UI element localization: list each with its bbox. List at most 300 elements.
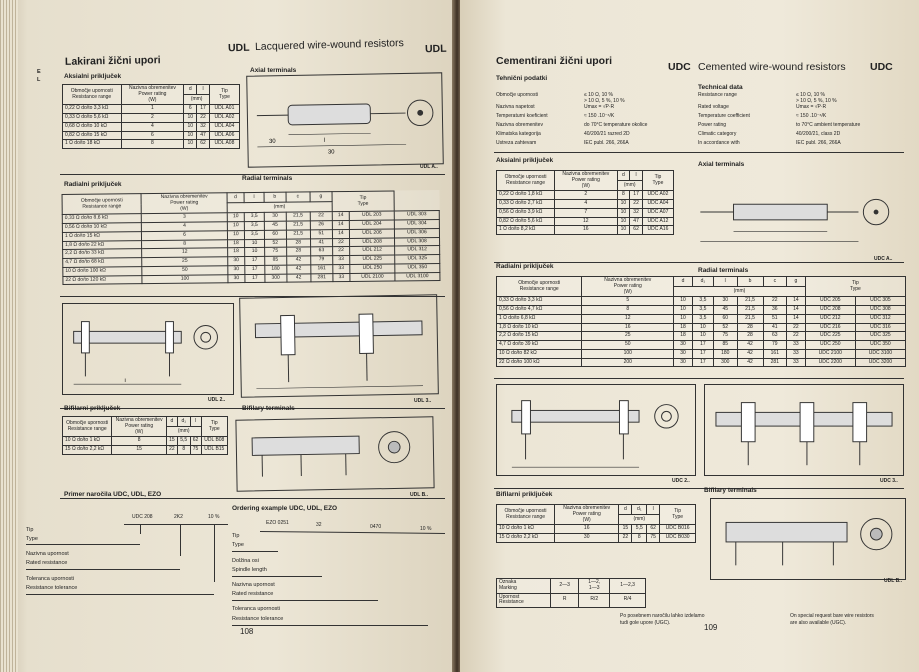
table-cell: UDL B15 (201, 446, 227, 455)
order-tick (140, 524, 141, 534)
table-cell: 41 (310, 238, 332, 247)
side-letter-l: L (37, 77, 41, 83)
table-row (497, 200, 674, 209)
order-code-tolerance: 10 % (208, 514, 220, 520)
table-cell: 30 (674, 341, 693, 350)
table-cell: 42 (737, 341, 763, 350)
bifilar-heading: Bifilarni priključek (496, 491, 553, 498)
order-label: Rated resistance (232, 591, 274, 597)
table-cell: 21,5 (737, 297, 763, 306)
radial-spec-table (62, 190, 441, 285)
table-cell: 10 (184, 140, 197, 149)
table-cell: 14 (787, 297, 806, 306)
table-cell: 281 (311, 273, 333, 282)
table-cell: 42 (287, 273, 311, 282)
table-unit: (mm) (617, 181, 642, 191)
table-header-row (497, 277, 906, 287)
order-heading: Primer naročila UDC, UDL, EZO (64, 491, 162, 498)
tech-data-text: ≈ 150 .10⁻⁶/K (796, 113, 827, 119)
table-header: Nazivna obremenitev Power rating (W) (141, 193, 227, 214)
table-header: l (244, 192, 264, 202)
table-cell: 17 (245, 274, 265, 283)
table-cell: UDL 303 (394, 211, 439, 220)
table-cell: UDC 316 (855, 323, 905, 332)
table-cell: UDL 225 (350, 255, 395, 264)
axial-heading: Aksialni priključek (496, 157, 554, 164)
table-cell: 8 (112, 437, 167, 446)
page-edges (0, 0, 18, 672)
order-label: Rated resistance (26, 560, 68, 566)
table-cell: UDL 304 (394, 220, 439, 229)
table-row (497, 349, 906, 358)
axial-terminals-label: Axial terminals (250, 67, 297, 74)
axial-terminals-label: Axial terminals (698, 161, 745, 168)
svg-text:l: l (124, 378, 126, 385)
table-cell: UDC 3100 (855, 349, 905, 358)
table-cell: 22 (787, 332, 806, 341)
table-cell: 30 (674, 349, 693, 358)
table-cell: 12 (555, 217, 617, 226)
table-cell: 0,33 Ω do/to 2,7 kΩ (497, 200, 555, 209)
table-header: Tip Type (201, 417, 227, 437)
order-label: Resistance tolerance (26, 585, 78, 591)
table-cell: 28 (286, 238, 310, 247)
right-page (460, 0, 919, 672)
table-cell: 62 (190, 437, 201, 446)
tech-data-text: Območje upornosti (496, 92, 538, 98)
bifilar-heading: Bifilarni priključek (64, 405, 121, 412)
table-cell: 10 Ω do/to 1 kΩ (63, 437, 112, 446)
tech-data-text: ≤ 10 Ω, 10 % > 10 Ω, 5 %, 10 % (796, 92, 837, 104)
page-title-code-right: UDC (870, 61, 893, 73)
order-label: Dolžina osi (232, 558, 259, 564)
table-header: d₁ (632, 505, 647, 515)
table-cell: 52 (264, 239, 286, 248)
table-cell: UDC A16 (642, 226, 673, 235)
table-cell: 14 (787, 314, 806, 323)
tech-data-text: Climatic category (698, 131, 737, 137)
table-cell: 42 (737, 358, 763, 367)
table-cell: R (551, 593, 579, 608)
table-cell: UDL A01 (209, 105, 239, 114)
radial-terminals-label: Radial terminals (242, 175, 293, 182)
table-cell: 2,2 Ω do/to 15 kΩ (497, 332, 582, 341)
table-cell: 62 (647, 525, 660, 534)
tech-data-text: Nazivna obremenitev (496, 122, 543, 128)
table-cell: 18 (674, 332, 693, 341)
fig-label-axial: UDL A.. (420, 164, 438, 170)
radial-resistor-drawing-2 (62, 303, 234, 395)
divider (494, 262, 904, 263)
table-cell: UDL 3100 (395, 272, 440, 281)
table-cell: 10 Ω do/to 1 kΩ (497, 525, 555, 534)
table-unit: (mm) (184, 95, 210, 105)
order-code-resistance-ezo: 0470 (370, 524, 382, 530)
table-cell: 10 (617, 217, 630, 226)
table-cell: 10 (245, 248, 265, 257)
table-cell: 25 (582, 332, 674, 341)
table-cell: 41 (763, 323, 787, 332)
table-cell: UDC 325 (855, 332, 905, 341)
order-leader (232, 551, 278, 552)
table-cell: 79 (763, 341, 787, 350)
table-header: g (787, 277, 806, 287)
table-row (497, 332, 906, 341)
table-cell: 8 (177, 446, 190, 455)
table-row (63, 105, 240, 114)
table-cell: 4 (142, 222, 227, 232)
svg-text:30: 30 (327, 149, 335, 156)
order-leader (232, 600, 378, 601)
bifilar-terminals-label: Bifilary terminals (242, 405, 295, 412)
table-cell: 32 (630, 208, 643, 217)
table-row (497, 191, 674, 200)
tech-data-text: 40/200/21, class 2D (796, 131, 841, 137)
order-leader (26, 594, 214, 595)
table-cell: 0,33 Ω do/to 3,3 kΩ (497, 297, 582, 306)
side-letter-e: E (37, 69, 41, 75)
table-cell: 0,33 Ω do/to 8,6 kΩ (62, 214, 141, 224)
table-cell: UDC 305 (855, 297, 905, 306)
table-row (63, 122, 240, 131)
table-cell: 161 (763, 349, 787, 358)
table-cell: 17 (692, 349, 713, 358)
table-cell: 28 (286, 247, 310, 256)
table-cell: 10 (184, 122, 197, 131)
order-label: Tip (232, 533, 240, 539)
table-row (497, 226, 674, 235)
table-cell: 5 (582, 297, 674, 306)
table-cell: 10 Ω do/to 82 kΩ (497, 349, 582, 358)
table-cell: 16 (555, 525, 619, 534)
table-row (497, 525, 696, 534)
order-label: Tip (26, 527, 34, 533)
table-header: Nazivna obremenitev Power rating (W) (582, 277, 674, 297)
table-cell: UDC A02 (642, 191, 673, 200)
table-header: l (713, 277, 737, 287)
table-cell: 25 (142, 257, 227, 267)
table-cell: 0,82 Ω do/to 15 kΩ (63, 131, 122, 140)
tech-data-text: In accordance with (698, 140, 740, 146)
table-cell: UDL A06 (209, 131, 239, 140)
tech-data-text: 40/200/21 razred 2D (584, 131, 630, 137)
table-cell: 0,56 Ω do/to 4,7 kΩ (497, 306, 582, 315)
table-cell: Upornost Resistance (497, 593, 551, 608)
table-cell: 15 Ω do/to 2,2 kΩ (497, 534, 555, 543)
table-row (63, 437, 228, 446)
order-label: Resistance tolerance (232, 616, 284, 622)
table-header: g (310, 192, 332, 202)
tech-heading: Tehnični podatki (496, 75, 548, 82)
table-cell: UDC 212 (805, 314, 855, 323)
tech-data-text: Umax = √P·R (796, 104, 827, 110)
bifilar-resistor-drawing (710, 498, 906, 580)
table-cell: UDC 308 (855, 306, 905, 315)
table-cell: UDL 208 (350, 237, 395, 246)
table-cell: 50 (582, 341, 674, 350)
radial-resistor-drawing-3 (239, 294, 439, 397)
order-tick (214, 524, 215, 582)
table-cell: 12 (142, 248, 227, 258)
table-cell: UDC 312 (855, 314, 905, 323)
table-cell: UDC 205 (805, 297, 855, 306)
table-cell: 21,5 (286, 212, 310, 221)
table-cell: 33 (332, 255, 349, 264)
table-header: Tip Type (209, 85, 239, 105)
fig-label-radial-2: UDL 2.. (208, 397, 226, 403)
table-cell: R/4 (610, 593, 646, 608)
table-cell: 63 (763, 332, 787, 341)
table-cell: 0,82 Ω do/to 5,6 kΩ (497, 217, 555, 226)
table-cell: 8 (582, 306, 674, 315)
table-cell: 22 (310, 212, 332, 221)
page-title-code: UDC (668, 61, 691, 73)
table-cell: 30 (227, 257, 244, 266)
table-header-row (497, 171, 674, 181)
tech-data-text: Resistance range (698, 92, 737, 98)
table-cell: 2—3 (551, 579, 579, 594)
table-cell: UDC 216 (805, 323, 855, 332)
radial-resistor-drawing-2 (496, 384, 696, 476)
table-row (497, 217, 674, 226)
table-cell: 1 (121, 105, 184, 114)
table-row (63, 446, 228, 455)
table-header: Območje upornosti Resistance range (497, 277, 582, 297)
table-cell: 3,5 (245, 230, 265, 239)
table-cell: 4,7 Ω do/to 39 kΩ (497, 341, 582, 350)
table-cell: 100 (142, 274, 227, 284)
table-cell: 100 (582, 349, 674, 358)
table-cell: 75 (264, 247, 286, 256)
table-cell: 42 (286, 256, 310, 265)
table-row (497, 593, 646, 608)
radial-spec-table (496, 276, 906, 367)
table-cell: 10 (692, 332, 713, 341)
order-leader (232, 625, 428, 626)
table-cell: 30 (674, 358, 693, 367)
table-header: d (184, 85, 197, 95)
tech-data-text: do 70°C temperature okolice (584, 122, 648, 128)
axial-spec-table (62, 84, 240, 149)
table-cell: 85 (264, 256, 286, 265)
table-header: c (763, 277, 787, 287)
table-cell: 47 (197, 131, 210, 140)
table-cell: 1,8 Ω do/to 10 kΩ (497, 323, 582, 332)
order-code-ezo: EZO 0251 (266, 520, 289, 526)
table-header: l (647, 505, 660, 515)
table-cell: 75 (713, 332, 737, 341)
fig-label-bifilar: UDL B.. (410, 492, 428, 498)
table-cell: 22 (763, 297, 787, 306)
order-code-tolerance-ezo: 10 % (420, 526, 432, 532)
table-cell: 281 (763, 358, 787, 367)
table-cell: 10 Ω do/to 100 kΩ (63, 266, 142, 276)
table-cell: 15 (112, 446, 167, 455)
page-number: 108 (240, 627, 254, 636)
table-cell: 42 (286, 265, 310, 274)
table-row (63, 140, 240, 149)
table-cell: 10 (617, 200, 630, 209)
table-cell: 1—2,3 (610, 579, 646, 594)
table-cell: 22 (197, 114, 210, 123)
table-header-row (63, 85, 240, 95)
table-cell: 2,2 Ω do/to 33 kΩ (63, 249, 142, 259)
table-cell: 1—2, 1—3 (579, 579, 610, 594)
table-cell: 6 (142, 230, 227, 240)
table-cell: 12 (582, 314, 674, 323)
table-cell: 3,5 (244, 221, 264, 230)
table-cell: UDL B08 (201, 437, 227, 446)
table-cell: 10 (674, 306, 693, 315)
table-row (497, 306, 906, 315)
left-page (0, 0, 455, 672)
table-cell: UDC B030 (660, 534, 696, 543)
table-header: Tip Type (642, 171, 673, 191)
table-cell: 10 (245, 239, 265, 248)
bifilar-terminals-label: Bifilary terminals (704, 487, 757, 494)
table-cell: 60 (264, 230, 286, 239)
fig-label-radial-2: UDC 2.. (672, 478, 690, 484)
axial-spec-table (496, 170, 674, 235)
table-header: d (166, 417, 177, 427)
table-cell: 21,5 (286, 230, 310, 239)
order-code-spindle: 32 (316, 522, 322, 528)
table-cell: UDL 204 (349, 220, 394, 229)
table-header: c (286, 192, 310, 202)
radial-resistor-drawing-3 (704, 384, 904, 476)
table-cell: 36 (763, 306, 787, 315)
table-cell: 7 (555, 208, 617, 217)
table-header: d₁ (692, 277, 713, 287)
table-cell: 28 (737, 332, 763, 341)
table-cell: 21,5 (737, 306, 763, 315)
note-en: On special request bare wire resistors are also available (UGC). (790, 613, 874, 626)
table-header: b (264, 192, 286, 202)
table-header: Nazivna obremenitev Power rating (W) (555, 171, 617, 191)
table-cell: UDC A04 (642, 200, 673, 209)
table-header: Območje upornosti Resistance range (62, 194, 142, 215)
table-cell: 22 (166, 446, 177, 455)
table-cell: 33 (787, 341, 806, 350)
divider (494, 378, 904, 379)
axial-heading: Aksialni priključek (64, 73, 122, 80)
table-cell: 62 (630, 226, 643, 235)
table-cell: 3,5 (692, 314, 713, 323)
table-header: Območje upornosti Resistance range (63, 417, 112, 437)
table-cell: 21,5 (737, 314, 763, 323)
note-sl: Po posebnem naročilu lahko izdelamo tudi gole upore (UGC). (620, 613, 705, 626)
page-number: 109 (704, 623, 718, 632)
divider (494, 488, 904, 489)
table-row (497, 297, 906, 306)
table-header: Tip Type (805, 277, 905, 297)
order-example-en: Ordering example UDC, UDL, EZO (232, 505, 338, 512)
table-cell: UDC 2100 (805, 349, 855, 358)
table-cell: UDC 225 (805, 332, 855, 341)
table-cell: 10 (227, 230, 244, 239)
table-cell: 18 (227, 248, 244, 257)
table-cell: Oznaka Marking (497, 579, 551, 594)
order-label: Nazivna upornost (232, 582, 275, 588)
table-cell: 32 (197, 122, 210, 131)
table-cell: 8 (617, 191, 630, 200)
marking-table (496, 578, 646, 608)
table-cell: 0,68 Ω do/to 10 kΩ (63, 122, 122, 131)
table-cell: 17 (245, 256, 265, 265)
fig-label-axial: UDC A.. (874, 256, 893, 262)
table-cell: 75 (190, 446, 201, 455)
table-cell: UDL 306 (394, 228, 439, 237)
table-cell: 14 (332, 229, 349, 238)
table-cell: UDL 308 (395, 237, 440, 246)
tech-data-text: Power rating (698, 122, 727, 128)
table-cell: 22 (332, 247, 349, 256)
table-unit: (mm) (674, 287, 806, 297)
table-cell: 30 (713, 297, 737, 306)
table-cell: 3,5 (692, 306, 713, 315)
table-cell: 33 (333, 264, 350, 273)
table-header-row (63, 417, 228, 427)
table-cell: UDC 350 (855, 341, 905, 350)
svg-text:l: l (323, 137, 326, 144)
table-cell: 2 (555, 191, 617, 200)
table-cell: 17 (630, 191, 643, 200)
table-header: d (617, 171, 630, 181)
order-label: Type (26, 536, 38, 542)
table-cell: 16 (555, 226, 617, 235)
order-label: Nazivna upornost (26, 551, 69, 557)
table-header: l (197, 85, 210, 95)
table-cell: 5,5 (632, 525, 647, 534)
fig-label-radial-3: UDC 3.. (880, 478, 898, 484)
table-cell: R/2 (579, 593, 610, 608)
order-leader (232, 576, 322, 577)
table-cell: 0,56 Ω do/to 10 kΩ (62, 223, 141, 233)
table-header: d (674, 277, 693, 287)
table-cell: 0,22 Ω do/to 3,3 kΩ (63, 105, 122, 114)
page-title-code: UDL (227, 41, 250, 55)
page-title-sl: Cementirani žični upori (496, 55, 613, 67)
order-leader (26, 544, 140, 545)
radial-heading: Radialni priključek (496, 263, 554, 270)
table-cell: 2 (121, 114, 184, 123)
tech-data-text: Temperature coefficient (698, 113, 750, 119)
tech-data-text: IEC publ. 266, 266A (796, 140, 841, 146)
table-cell: 17 (692, 341, 713, 350)
table-cell: UDC A12 (642, 217, 673, 226)
tech-data-text: IEC publ. 266, 266A (584, 140, 629, 146)
table-cell: 300 (713, 358, 737, 367)
table-cell: UDL 203 (349, 211, 394, 220)
table-cell: UDC B016 (660, 525, 696, 534)
table-cell: 30 (555, 534, 619, 543)
table-cell: 6 (184, 105, 197, 114)
radial-heading: Radialni priključek (64, 181, 122, 188)
table-unit: (mm) (619, 515, 660, 525)
table-cell: 1 Ω do/to 18 kΩ (63, 140, 122, 149)
table-cell: UDL A02 (209, 114, 239, 123)
order-label: Toleranca upornosti (232, 606, 281, 612)
table-cell: 47 (630, 217, 643, 226)
table-header: Tip Type (660, 505, 696, 525)
page-title-en: Lacquered wire-wound resistors (254, 37, 404, 53)
table-header: b (737, 277, 763, 287)
table-row (497, 341, 906, 350)
order-label: Spindle length (232, 567, 267, 573)
table-cell: 22 Ω do/to 120 kΩ (63, 275, 142, 285)
table-cell: 3,5 (692, 297, 713, 306)
table-cell: UDC A07 (642, 208, 673, 217)
